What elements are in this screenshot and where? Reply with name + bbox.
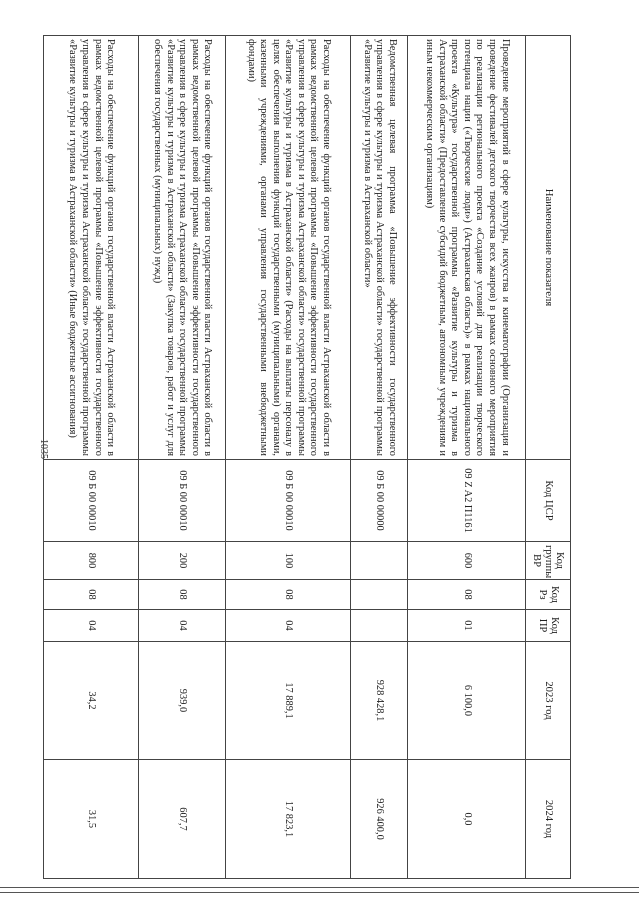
- row-pr: [351, 610, 408, 642]
- header-2023: 2023 год: [526, 642, 571, 760]
- header-vr: Код группы ВР: [526, 542, 571, 580]
- row-2024: 0,0: [408, 760, 526, 879]
- row-csr: 09 Z A2 П1161: [408, 460, 526, 542]
- row-vr: [351, 542, 408, 580]
- row-name: Расходы на обеспечение функций органов государственной власти Астраханской области в рамках ведомственной целевой программы «Повышение эффективности государственного управления в сфере культуры и туризма Астраханской области» государственной программы «Развитие культуры и туризма в Астраханской области» (Закупка товаров, работ и услуг для обеспечения государственных (муниципальных) нужд): [139, 36, 226, 460]
- row-vr: 200: [139, 542, 226, 580]
- row-csr: 09 Б 00 00010: [139, 460, 226, 542]
- row-2024: 607,7: [139, 760, 226, 879]
- table-row: [44, 36, 139, 879]
- table-row: [408, 36, 526, 879]
- row-pr: 04: [44, 610, 139, 642]
- row-2024: 926 400,0: [351, 760, 408, 879]
- header-2024: 2024 год: [526, 760, 571, 879]
- row-csr: 09 Б 00 00010: [44, 460, 139, 542]
- budget-table: [43, 35, 571, 879]
- row-csr: 09 Б 00 00010: [226, 460, 351, 542]
- rotated-table-wrapper: [44, 35, 571, 878]
- row-name: Расходы на обеспечение функций органов государственной власти Астраханской области в рамках ведомственной целевой программы «Повышение эффективности государственного управления в сфере культуры и туризма Астраханской области» государственной программы «Развитие культуры и туризма в Астраханской области» (Расходы на выплаты персоналу в целях обеспечения выполнения функций государственными (муниципальными) органами, казенными учреждениями, органами управления государственными внебюджетными фондами): [226, 36, 351, 460]
- row-rz: 08: [226, 580, 351, 610]
- row-pr: 01: [408, 610, 526, 642]
- row-vr: 100: [226, 542, 351, 580]
- row-name: Ведомственная целевая программа «Повышение эффективности государственного управления в сфере культуры и туризма Астраханской области» государственной программы «Развитие культуры и туризма в Астраханской области»: [351, 36, 408, 460]
- header-pr: Код ПР: [526, 610, 571, 642]
- row-name: Проведение мероприятий в сфере культуры, искусства и кинематографии (Организация и проведение фестивалей детского творчества всех жанров) в рамках основного мероприятия по реализации регионального проекта «Создание условий для реализации творческого потенциала нации («Творческие люди») (Астраханская область)» в рамках национального проекта «Культура» государственной программы «Развитие культуры и туризма в Астраханской области» (Предоставление субсидий бюджетным, автономным учреждениям и иным некоммерческим организациям): [408, 36, 526, 460]
- table-row: [351, 36, 408, 879]
- header-name: Наименование показателя: [526, 36, 571, 460]
- row-2024: 31,5: [44, 760, 139, 879]
- page-bottom-rule: [0, 892, 639, 893]
- row-2024: 17 823,1: [226, 760, 351, 879]
- header-rz: Код Рз: [526, 580, 571, 610]
- row-2023: 939,0: [139, 642, 226, 760]
- row-2023: 34,2: [44, 642, 139, 760]
- row-2023: 928 428,1: [351, 642, 408, 760]
- row-name: Расходы на обеспечение функций органов государственной власти Астраханской области в рамках ведомственной целевой программы «Повышение эффективности государственного управления в сфере культуры и туризма Астраханской области» государственной программы «Развитие культуры и туризма в Астраханской области» (Иные бюджетные ассигнования): [44, 36, 139, 460]
- row-rz: 08: [139, 580, 226, 610]
- row-vr: 600: [408, 542, 526, 580]
- row-pr: 04: [226, 610, 351, 642]
- row-2023: 6 100,0: [408, 642, 526, 760]
- header-csr: Код ЦСР: [526, 460, 571, 542]
- table-row: [139, 36, 226, 879]
- page-number: 1035: [38, 439, 49, 459]
- row-2023: 17 889,1: [226, 642, 351, 760]
- row-rz: 08: [408, 580, 526, 610]
- table-header-row: [526, 36, 571, 879]
- row-pr: 04: [139, 610, 226, 642]
- table-row: [226, 36, 351, 879]
- row-csr: 09 Б 00 00000: [351, 460, 408, 542]
- row-rz: [351, 580, 408, 610]
- page-bottom-rule: [0, 887, 639, 888]
- row-rz: 08: [44, 580, 139, 610]
- row-vr: 800: [44, 542, 139, 580]
